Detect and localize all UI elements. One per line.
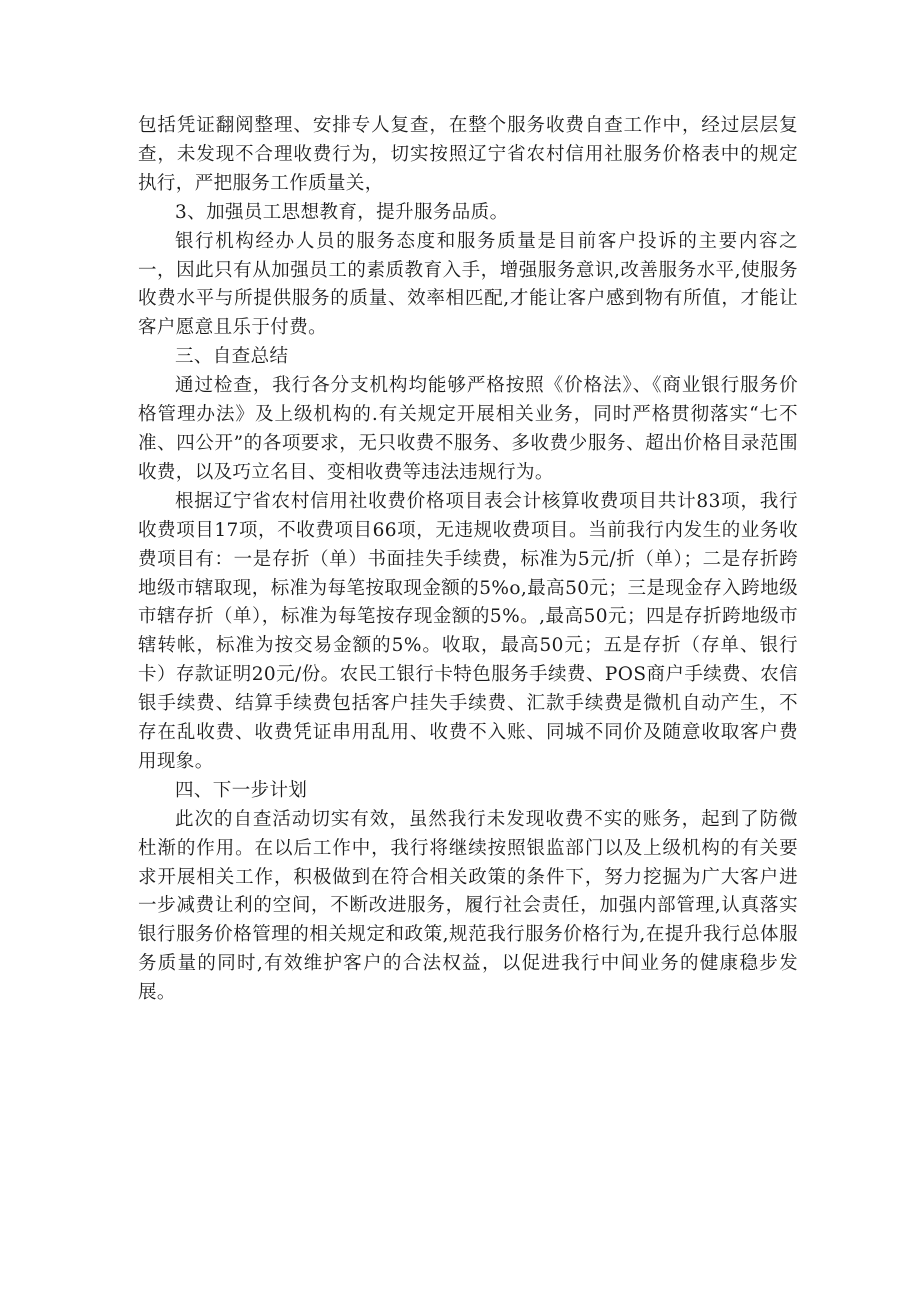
paragraph-inspection-results: 通过检查，我行各分支机构均能够严格按照《价格法》、《商业银行服务价格管理办法》及上级机构的.有关规定开展相关业务，同时严格贯彻落实“七不准、四公开”的各项要求，无只收费不服务、多收费少服务、超出价格目录范围收费，以及巧立名目、变相收费等违法违规行为。 <box>138 375 798 483</box>
paragraph-next-plan: 此次的自查活动切实有效，虽然我行未发现收费不实的账务，起到了防微杜渐的作用。在以后工作中，我行将继续按照银监部门以及上级机构的有关要求开展相关工作，积极做到在符合相关政策的条件下，努力挖掘为广大客户进一步减费让利的空间，不断改进服务，履行社会责任，加强内部管理,认真落实银行服务价格管理的相关规定和政策,规范我行服务价格行为,在提升我行总体服务质量的同时,有效维护客户的合法权益，以促进我行中间业务的健康稳步发展。 <box>138 808 798 1004</box>
paragraph-service-attitude: 银行机构经办人员的服务态度和服务质量是目前客户投诉的主要内容之一，因此只有从加强员工的素质教育入手，增强服务意识,改善服务水平,使服务收费水平与所提供服务的质量、效率相匹配,才能让客户感到物有所值，才能让客户愿意且乐于付费。 <box>138 230 798 339</box>
section-heading-self-check-summary: 三、自查总结 <box>175 346 289 368</box>
section-heading-next-plan: 四、下一步计划 <box>175 779 308 801</box>
paragraph-continuation: 包括凭证翻阅整理、安排专人复查，在整个服务收费自查工作中，经过层层复查，未发现不合理收费行为，切实按照辽宁省农村信用社服务价格表中的规定执行，严把服务工作质量关， <box>138 115 798 194</box>
subheading-staff-education: 3、加强员工思想教育，提升服务品质。 <box>175 201 509 223</box>
paragraph-fee-items: 根据辽宁省农村信用社收费价格项目表会计核算收费项目共计83项，我行收费项目17项，不收费项目66项，无违规收费项目。当前我行内发生的业务收费项目有：一是存折（单）书面挂失手续费，标准为5元/折（单）；二是存折跨地级市辖取现，标准为每笔按取现金额的5%o,最高50元；三是现金存入跨地级市辖存折（单），标准为每笔按存现金额的5%。,最高50元；四是存折跨地级市辖转帐，标准为按交易金额的5%。收取，最高50元；五是存折（存单、银行卡）存款证明20元/份。农民工银行卡特色服务手续费、POS商户手续费、农信银手续费、结算手续费包括客户挂失手续费、汇款手续费是微机自动产生，不存在乱收费、收费凭证串用乱用、收费不入账、同城不同价及随意收取客户费用现象。 <box>138 490 798 772</box>
document-body <box>138 112 798 1008</box>
